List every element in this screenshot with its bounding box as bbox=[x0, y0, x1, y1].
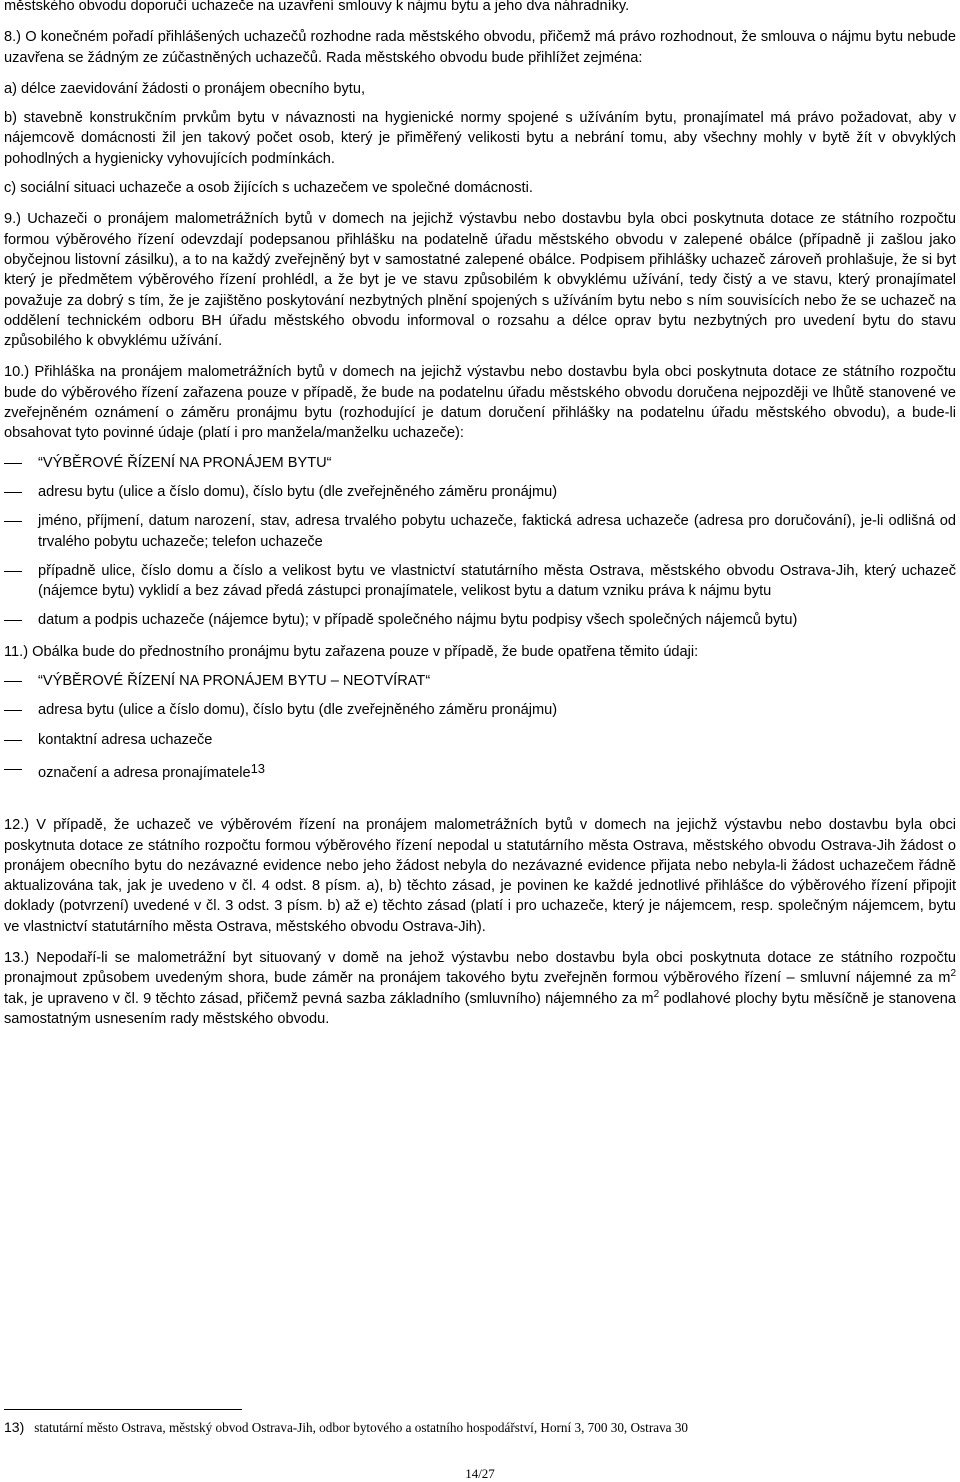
envelope-fields-list bbox=[4, 671, 956, 783]
list-item: případně ulice, číslo domu a číslo a velikost bytu ve vlastnictví statutárního města Ostrava, městského obvodu Ostrava-Jih, který uchazeč (nájemce bytu) vyklidí a bez závad předá zástupci pronajímatele, velikost bytu a datum vzniku práva k nájmu bytu bbox=[4, 561, 956, 602]
list-item: “VÝBĚROVÉ ŘÍZENÍ NA PRONÁJEM BYTU“ bbox=[4, 453, 956, 473]
paragraph-13-text: tak, je upraveno v čl. 9 těchto zásad, přičemž pevná sazba základního (smluvního) nájemného za m bbox=[4, 990, 654, 1007]
paragraph-intro: městského obvodu doporučí uchazeče na uzavření smlouvy k nájmu bytu a jeho dva náhradníky. bbox=[4, 0, 630, 14]
paragraph-12: 12.) V případě, že uchazeč ve výběrovém řízení na pronájem malometrážních bytů v domech na jejichž výstavbu nebo dostavbu byla obci poskytnuta dotace ze státního rozpočtu formou výběrového řízení nepodal u statutárního města Ostrava, městského obvodu Ostrava-Jih žádost o pronájem obecního bytu do nezávazné evidence nebo jeho žádost nebyla do nezávazné evidence přijata nebo nebyla-li žádost uchazečem řádně aktualizována tak, jak je uvedeno v čl. 4 odst. 8 písm. a), b) těchto zásad, je povinen ke každé jednotlivé přihlášce do výběrového řízení připojit doklady (potvrzení) uvedené v čl. 3 odst. 3 písm. b) až e) těchto zásad (platí i pro uchazeče, který je nájemcem, resp. společným nájemcem, bytu ve vlastnictví statutárního města Ostrava, městského obvodu Ostrava-Jih). bbox=[4, 817, 956, 935]
paragraph-8b: b) stavebně konstrukčním prvkům bytu v návaznosti na hygienické normy spojené s užíváním bytu, pronajímatel má právo požadovat, aby v nájemcově domácnosti žil jen takový počet osob, který je přiměřený velikosti bytu a nebrání tomu, aby všechny mohly v bytě žít v obvyklých pohodlných a hygienicky vyhovujících podmínkách. bbox=[4, 110, 956, 167]
page-number: 14/27 bbox=[465, 1466, 495, 1481]
footnote-text: statutární město Ostrava, městský obvod Ostrava-Jih, odbor bytového a ostatního hospodářství, Horní 3, 700 30, Ostrava 30 bbox=[34, 1420, 689, 1435]
footnote-reference: 13 bbox=[250, 760, 266, 776]
required-fields-list bbox=[4, 453, 956, 631]
list-item-text: označení a adresa pronajímatele bbox=[38, 764, 251, 781]
paragraph-8: 8.) O konečném pořadí přihlášených uchazečů rozhodne rada městského obvodu, přičemž má právo rozhodnout, že smlouva o nájmu bytu nebude uzavřena se žádným ze zúčastněných uchazečů. Rada městského obvodu bude přihlížet zejména: bbox=[4, 29, 956, 66]
paragraph-10: 10.) Přihláška na pronájem malometrážních bytů v domech na jejichž výstavbu nebo dostavbu byla obci poskytnuta dotace ze státního rozpočtu bude do výběrového řízení zařazena pouze v případě, že bude na podatelnu úřadu městského obvodu doručena nejpozději ve lhůtě stanovené ve zveřejněném oznámení o záměru pronájmu bytu (rozhodující je datum doručení přihlášky na podatelnu úřadu městského obvodu), a bude-li obsahovat tyto povinné údaje (platí i pro manžela/manželku uchazeče): bbox=[4, 364, 956, 442]
paragraph-11: 11.) Obálka bude do přednostního pronájmu bytu zařazena pouze v případě, že bude opatřena těmito údaji: bbox=[4, 643, 699, 660]
list-item: “VÝBĚROVÉ ŘÍZENÍ NA PRONÁJEM BYTU – NEOTVÍRAT“ bbox=[4, 671, 956, 691]
footnote-number: 13) bbox=[4, 1419, 25, 1435]
superscript: 2 bbox=[950, 968, 956, 980]
superscript: 2 bbox=[653, 988, 660, 1000]
paragraph-13-text: podlahové plochy bytu měsíčně je stanovena samostatným usnesením rady městského obvodu. bbox=[4, 990, 956, 1027]
list-item bbox=[4, 759, 956, 783]
paragraph-13-text: 13.) Nepodaří-li se malometrážní byt situovaný v domě na jehož výstavbu nebo dostavbu byla obci poskytnuta dotace ze státního rozpočtu pronajmout způsobem uvedeným shora, bude záměr na pronájem takového bytu zveřejněn formou výběrového řízení – smluvní nájemné za m bbox=[4, 949, 956, 987]
paragraph-9: 9.) Uchazeči o pronájem malometrážních bytů v domech na jejichž výstavbu nebo dostavbu byla obci poskytnuta dotace ze státního rozpočtu formou výběrového řízení odevzdají podepsanou přihlášku na podatelně úřadu městského obvodu v zalepené obálce (případně ji zašlou jako obyčejnou listovní zásilku), a to na každý zveřejněný byt v samostatné zalepené obálce. Podpisem přihlášky uchazeč zároveň prohlašuje, že si byt který je předmětem výběrového řízení prohlédl, a že byt je ve stavu způsobilém k obvyklému užívání, tedy čistý a ve stavu, který pronajímatel považuje za dobrý s tím, že je zajištěno poskytování nezbytných plnění spojených s užíváním bytu nebo s ním souvisících nebo že se uchazeč na oddělení technickém odboru BH úřadu městského obvodu informoval o rozsahu a délce oprav bytu nezbytných pro uvedení bytu do stavu způsobilého k obvyklému užívání. bbox=[4, 211, 956, 350]
paragraph-13 bbox=[4, 948, 956, 1029]
footnote bbox=[4, 1418, 956, 1437]
list-item: kontaktní adresa uchazeče bbox=[4, 730, 956, 750]
footnote-separator bbox=[4, 1409, 242, 1410]
list-item: datum a podpis uchazeče (nájemce bytu); v případě společného nájmu bytu podpisy všech společných nájemců bytu) bbox=[4, 610, 956, 630]
paragraph-8c: c) sociální situaci uchazeče a osob žijících s uchazečem ve společné domácnosti. bbox=[4, 180, 533, 197]
list-item: adresu bytu (ulice a číslo domu), číslo bytu (dle zveřejněného záměru pronájmu) bbox=[4, 482, 956, 502]
list-item: jméno, příjmení, datum narození, stav, adresa trvalého pobytu uchazeče, faktická adresa uchazeče (adresa pro doručování), je-li odlišná od trvalého pobytu uchazeče; telefon uchazeče bbox=[4, 511, 956, 552]
list-item: adresa bytu (ulice a číslo domu), číslo bytu (dle zveřejněného záměru pronájmu) bbox=[4, 700, 956, 720]
document-body bbox=[4, 0, 956, 1029]
paragraph-8a: a) délce zaevidování žádosti o pronájem obecního bytu, bbox=[4, 80, 366, 97]
